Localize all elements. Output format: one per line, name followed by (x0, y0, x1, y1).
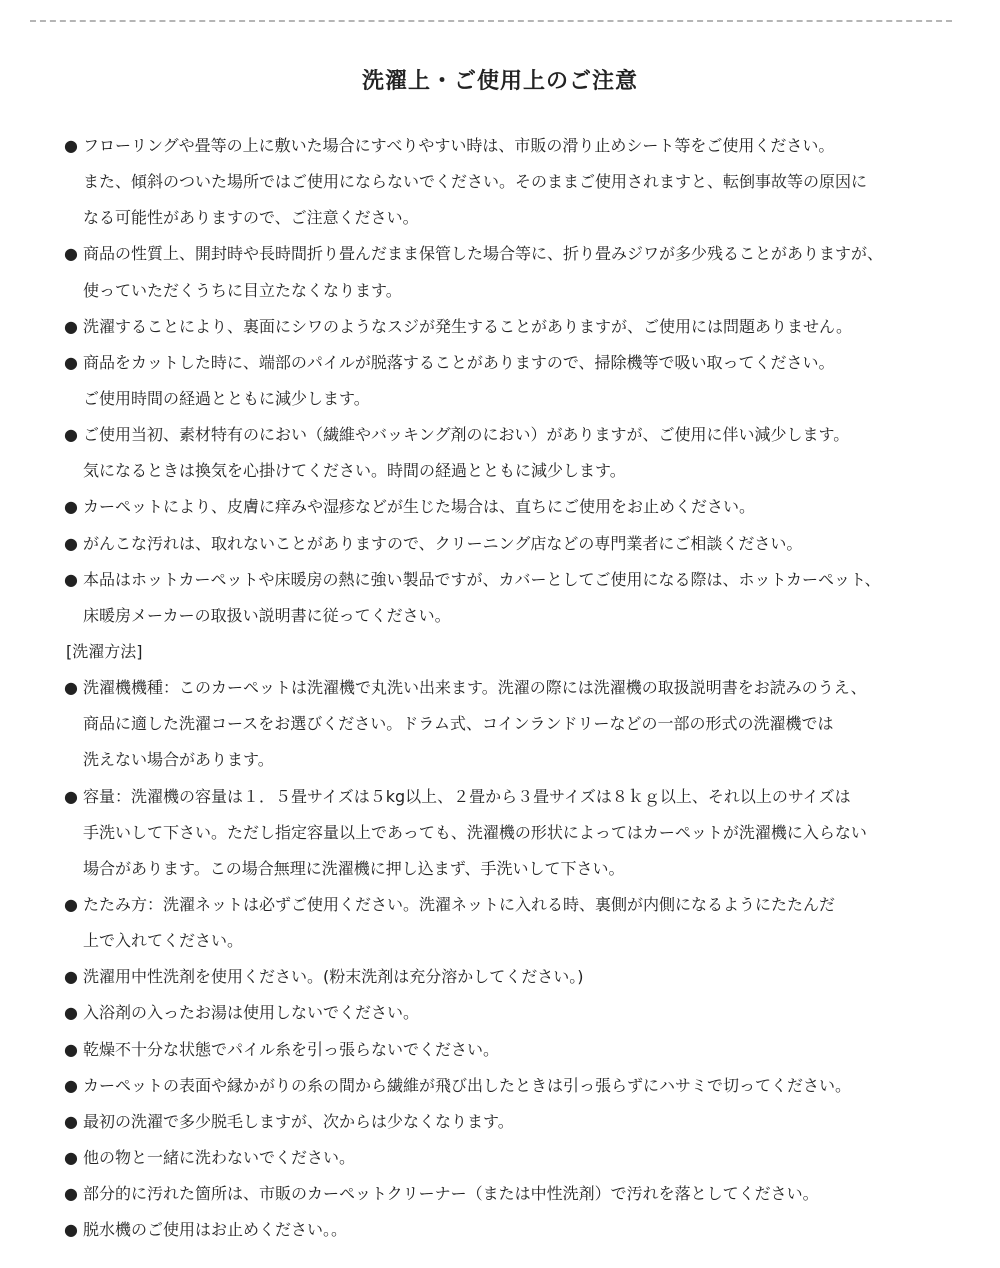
bullet-icon: ● (64, 1184, 78, 1204)
notice-item (64, 309, 984, 345)
notice-item-continuation (64, 200, 984, 236)
notice-item-continuation (64, 598, 984, 634)
notice-item-continuation (64, 923, 984, 959)
notice-text: 本品はホットカーペットや床暖房の熱に強い製品ですが、カバーとしてご使用になる際は、ホットカーペット、 (83, 569, 881, 589)
notice-item-continuation (64, 381, 984, 417)
bullet-icon: ● (64, 1075, 78, 1095)
notice-text: なる可能性がありますので、ご注意ください。 (83, 208, 419, 228)
notice-item (64, 1068, 984, 1104)
notice-item (64, 417, 984, 453)
notice-text: 上で入れてください。 (83, 931, 244, 951)
notice-text: 床暖房メーカーの取扱い説明書に従ってください。 (83, 605, 451, 625)
notice-item (64, 489, 984, 525)
notice-item (64, 995, 984, 1031)
bullet-icon: ● (64, 533, 78, 553)
notice-list (64, 128, 984, 1248)
top-dashed-divider (30, 20, 952, 22)
bullet-icon: ● (64, 497, 78, 517)
notice-text: 入浴剤の入ったお湯は使用しないでください。 (83, 1003, 420, 1023)
notice-item (64, 562, 984, 598)
bullet-icon: ● (64, 1111, 78, 1131)
notice-item (64, 1176, 984, 1212)
notice-text: 乾燥不十分な状態でパイル糸を引っ張らないでください。 (83, 1039, 500, 1059)
notice-text: フローリングや畳等の上に敷いた場合にすべりやすい時は、市販の滑り止めシート等をご使用ください。 (83, 136, 835, 155)
notice-text: 商品に適した洗濯コースをお選びください。ドラム式、コインランドリーなどの一部の形式の洗濯機では (83, 714, 834, 734)
notice-text: 容量：洗濯機の容量は１．５畳サイズは５kg以上、２畳から３畳サイズは８ｋｇ以上、それ以上のサイズは (83, 786, 851, 806)
bullet-icon: ● (64, 1147, 78, 1167)
notice-text: がんこな汚れは、取れないことがありますので、クリーニング店などの専門業者にご相談ください。 (83, 533, 803, 553)
notice-item (64, 526, 984, 562)
notice-text: 商品の性質上、開封時や長時間折り畳んだまま保管した場合等に、折り畳みジワが多少残ることがありますが、 (83, 244, 884, 264)
notice-text: カーペットの表面や縁かがりの糸の間から繊維が飛び出したときは引っ張らずにハサミで切ってください。 (83, 1075, 852, 1095)
notice-item (64, 1032, 984, 1068)
notice-item-continuation (64, 706, 984, 742)
notice-item (64, 1140, 984, 1176)
notice-text: たたみ方：洗濯ネットは必ずご使用ください。洗濯ネットに入れる時、裏側が内側になるようにたたんだ (83, 894, 836, 914)
notice-item-continuation (64, 742, 984, 778)
notice-text: 洗濯機機種：このカーペットは洗濯機で丸洗い出来ます。洗濯の際には洗濯機の取扱説明書をお読みのうえ、 (83, 678, 867, 698)
bullet-icon: ● (64, 1220, 78, 1240)
notice-text: 商品をカットした時に、端部のパイルが脱落することがありますので、掃除機等で吸い取ってください。 (83, 352, 835, 372)
bullet-icon: ● (64, 136, 78, 155)
notice-item (64, 236, 984, 272)
notice-text: 洗えない場合があります。 (83, 750, 274, 770)
bullet-icon: ● (64, 316, 78, 336)
notice-text: [洗濯方法] (66, 641, 143, 661)
notice-item-continuation (64, 273, 984, 309)
bullet-icon: ● (64, 894, 78, 914)
notice-item-continuation (64, 851, 984, 887)
bullet-icon: ● (64, 678, 78, 698)
notice-text: ご使用当初、素材特有のにおい（繊維やバッキング剤のにおい）がありますが、ご使用に伴い減少します。 (83, 425, 850, 445)
notice-text: 使っていただくうちに目立たなくなります。 (83, 280, 402, 300)
bullet-icon: ● (64, 967, 78, 987)
bullet-icon: ● (64, 1039, 78, 1059)
notice-text: 最初の洗濯で多少脱毛しますが、次からは少なくなります。 (83, 1111, 514, 1131)
notice-text: ご使用時間の経過とともに減少します。 (83, 388, 370, 408)
notice-text: また、傾斜のついた場所ではご使用にならないでください。そのままご使用されますと、転倒事故等の原因に (83, 172, 868, 192)
notice-item (64, 128, 984, 164)
bullet-icon: ● (64, 569, 78, 589)
notice-item (64, 345, 984, 381)
bullet-icon: ● (64, 244, 78, 264)
bullet-icon: ● (64, 425, 78, 445)
notice-text: 部分的に汚れた箇所は、市販のカーペットクリーナー（または中性洗剤）で汚れを落としてください。 (83, 1184, 819, 1204)
notice-item (64, 1104, 984, 1140)
notice-item (64, 670, 984, 706)
notice-text: 他の物と一緒に洗わないでください。 (83, 1147, 356, 1167)
notice-text: 脱水機のご使用はお止めください。。 (83, 1220, 348, 1240)
notice-item-continuation (64, 453, 984, 489)
notice-text: 洗濯することにより、裏面にシワのようなスジが発生することがありますが、ご使用には問題ありません。 (83, 316, 852, 336)
notice-item (64, 887, 984, 923)
notice-item (64, 779, 984, 815)
section-heading (64, 634, 984, 670)
notice-text: 気になるときは換気を心掛けてください。時間の経過とともに減少します。 (83, 461, 626, 481)
notice-item (64, 959, 984, 995)
page-title: 洗濯上・ご使用上のご注意 (361, 69, 638, 94)
bullet-icon: ● (64, 352, 78, 372)
notice-text: 洗濯用中性洗剤を使用ください。(粉末洗剤は充分溶かしてください。) (83, 967, 584, 987)
notice-text: 場合があります。この場合無理に洗濯機に押し込まず、手洗いして下さい。 (83, 858, 625, 878)
notice-item-continuation (64, 164, 984, 200)
notice-item (64, 1212, 984, 1248)
notice-text: 手洗いして下さい。ただし指定容量以上であっても、洗濯機の形状によってはカーペットが洗濯機に入らない (83, 822, 867, 842)
bullet-icon: ● (64, 1003, 78, 1023)
notice-text: カーペットにより、皮膚に痒みや湿疹などが生じた場合は、直ちにご使用をお止めください。 (83, 497, 756, 517)
notice-item-continuation (64, 815, 984, 851)
bullet-icon: ● (64, 786, 78, 806)
